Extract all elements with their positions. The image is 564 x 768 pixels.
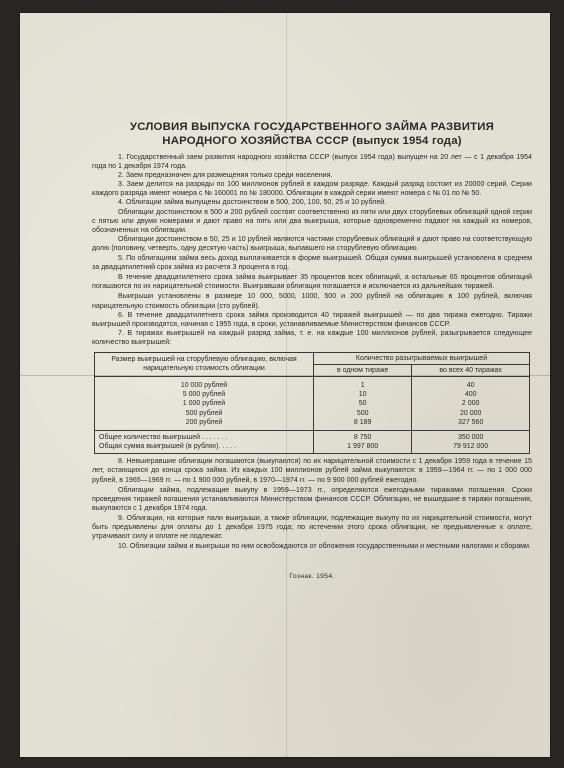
- document-title: [92, 120, 532, 148]
- prize-size: 500 рублей: [95, 409, 314, 418]
- total-count-row: [95, 430, 530, 442]
- count-all-draws: 40: [412, 376, 530, 390]
- prize-size: 1 000 рублей: [95, 399, 314, 408]
- count-one-draw: 10: [314, 390, 412, 399]
- count-all-draws: 400: [412, 390, 530, 399]
- terms-text-block: [92, 120, 532, 580]
- table-row: [95, 418, 530, 431]
- clause-5-part-3: Выигрыши установлены в размере 10 000, 5000, 1000, 500 и 200 рублей на облигацию в 100 рублей, включая нарицательную стоимость облигации (сто рублей).: [92, 292, 532, 310]
- col-all-draws-header: во всех 40 тиражах: [412, 364, 530, 376]
- terms-bottom-paragraphs: [92, 457, 532, 551]
- count-one-draw: 500: [314, 409, 412, 418]
- terms-top-paragraphs: [92, 153, 532, 347]
- table-row: [95, 376, 530, 390]
- clause-10: 10. Облигации займа и выигрыши по ним освобождаются от обложения государственными и местными налогами и сборами.: [118, 542, 531, 551]
- total-sum-row: [95, 442, 530, 454]
- clause-8: 8. Невыигравшие облигации погашаются (выкупаются) по их нарицательной стоимости с 1 декабря 1959 года в течение 15 лет, остающихся до конца срока займа. Из каждых 100 миллионов рублей займа выкупаются: в 1959—1964 гг. — по 1 000 000 рублей, в 1965—1969 гг. — по 1 900 000 рублей, в 1970—1974 гг. — по 9 900 000 рублей ежегодно.: [92, 457, 532, 484]
- table-row: [95, 399, 530, 408]
- total-sum-one-draw: 1 997 800: [314, 442, 412, 454]
- count-all-draws: 327 560: [412, 418, 530, 431]
- prize-size: 5 000 рублей: [95, 390, 314, 399]
- total-count-all-draws: 350 000: [412, 430, 530, 442]
- clause-2: 2. Заем предназначен для размещения только среди населения.: [118, 171, 333, 180]
- count-one-draw: 1: [314, 376, 412, 390]
- clause-7: 7. В тиражах выигрышей на каждый разряд займа, т. е. на каждые 100 миллионов рублей, разыгрывается следующее количество выигрышей:: [92, 328, 532, 346]
- clause-5-part-2: В течение двадцатилетнего срока займа выигрывает 35 процентов всех облигаций, а остальные 65 процентов облигаций погашаются по их нарицательной стоимости. Выигравшая облигация погашается и исключается из дальнейших тиражей.: [92, 273, 532, 291]
- col-prize-size-header: Размер выигрышей на сторублевую облигацию, включая нарицательную стоимость облигации: [95, 352, 314, 376]
- clause-6: 6. В течение двадцатилетнего срока займа производится 40 тиражей выигрышей — по два тиража ежегодно. Тиражи выигрышей производятся, начиная с 1955 года, в сроки, устанавливаемые Министерством финансов СССР.: [92, 310, 532, 328]
- clause-3: 3. Заем делится на разряды по 100 миллионов рублей в каждом разряде. Каждый разряд состоит из 20000 серий. Серии каждого разряда имеют номера с № 160001 по № 180000. Облигации в каждой серии имеют номера с № 01 по № 50.: [92, 180, 532, 198]
- table-header-row: [95, 352, 530, 364]
- clause-5: 5. По облигациям займа весь доход выплачивается в форме выигрышей. Общая сумма выигрышей установлена в среднем за двадцатилетний срок займа из расчета 3 процента в год.: [92, 254, 532, 272]
- prize-size: 200 рублей: [95, 418, 314, 431]
- table-row: [95, 390, 530, 399]
- count-all-draws: 20 000: [412, 409, 530, 418]
- clause-4: 4. Облигации займа выпущены достоинством в 500, 200, 100, 50, 25 и 10 рублей.: [118, 198, 387, 207]
- total-sum-all-draws: 79 912 000: [412, 442, 530, 454]
- clause-9: 9. Облигации, на которые пали выигрыши, а также облигации, подлежащие выкупу по их нарицательной стоимости, могут быть предъявлены для оплаты до 1 декабря 1975 года; по истечении этого срока облигации, не предъявленные к оплате, утрачивают силу и оплате не подлежат.: [92, 513, 532, 541]
- table-row: [95, 409, 530, 418]
- clause-4-part-3: Облигации достоинством в 50, 25 и 10 рублей являются частями сторублевых облигаций и дают право на соответствующую долю (половину, четверть, одну десятую часть) выигрыша, выпавшего на сторублевую облигацию.: [92, 234, 532, 252]
- bond-reverse-sheet: [20, 13, 550, 757]
- total-sum-label: Общая сумма выигрышей (в рублях). . . . .: [95, 442, 314, 454]
- clause-4-part-2: Облигации достоинством в 500 и 200 рублей состоят соответственно из пяти или двух сторублевых облигаций одной серии с пятью или двумя номерами и дают право на пять или два выигрыша, которые одновременно падают на каждый из номеров, обозначенных на облигации.: [92, 207, 532, 234]
- clause-1: 1. Государственный заем развития народного хозяйства СССР (выпуск 1954 года) выпущен на 20 лет — с 1 декабря 1954 года по 1 декабря 1974 года.: [92, 153, 532, 171]
- printer-imprint: Гознак. 1954.: [289, 573, 335, 581]
- total-count-label: Общее количество выигрышей . . . . . . .: [95, 430, 314, 442]
- prize-size: 10 000 рублей: [95, 376, 314, 390]
- winnings-table: [94, 352, 530, 454]
- count-one-draw: 8 189: [314, 418, 412, 431]
- col-group-header: Количество разыгрываемых выигрышей: [314, 352, 530, 364]
- col-one-draw-header: в одном тираже: [314, 364, 412, 376]
- clause-8-part-2: Облигации займа, подлежащие выкупу в 1959—1973 гг., определяются ежегодными тиражами погашения. Сроки проведения тиражей погашения устанавливаются Министерством финансов СССР. Облигации, не вышедшие в тиражи погашения, выкупаются с 1 декабря 1974 года.: [92, 485, 532, 512]
- title-line-1: УСЛОВИЯ ВЫПУСКА ГОСУДАРСТВЕННОГО ЗАЙМА РАЗВИТИЯ: [129, 121, 495, 133]
- count-all-draws: 2 000: [412, 399, 530, 408]
- total-count-one-draw: 8 750: [314, 430, 412, 442]
- title-line-2: НАРОДНОГО ХОЗЯЙСТВА СССР (выпуск 1954 года): [162, 135, 462, 147]
- count-one-draw: 50: [314, 399, 412, 408]
